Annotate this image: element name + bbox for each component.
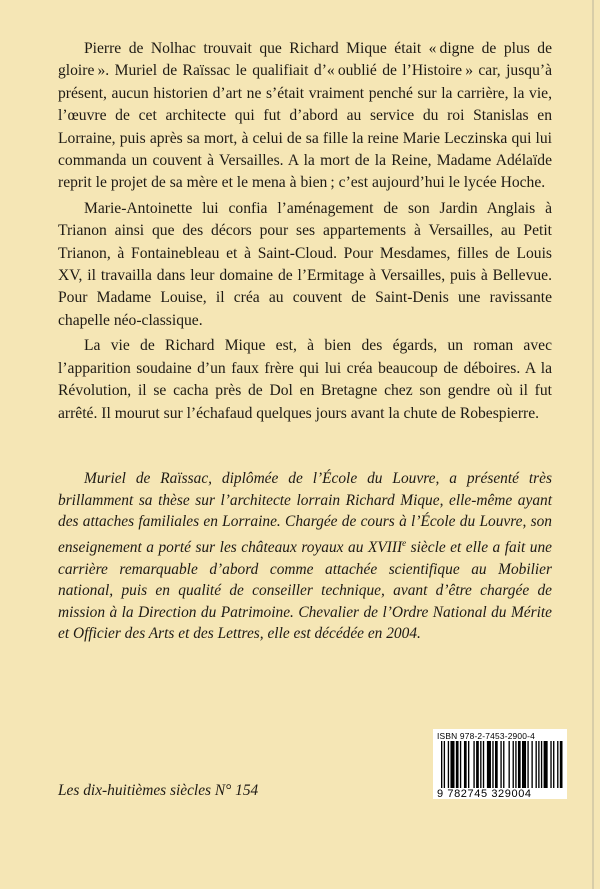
collection-label: Les dix-huitièmes siècles N° 154 <box>58 782 259 799</box>
isbn-label: ISBN 978-2-7453-2900-4 <box>437 731 535 741</box>
summary-paragraph: Marie-Antoinette lui confia l’aménagement de son Jardin Anglais à Trianon ainsi que des décors pour ses appartements à Versailles, au Petit Trianon, à Fontainebleau et à Saint-Cloud. Pour Mesdames, filles de Louis XV, il travailla dans leur domaine de l’Ermitage à Versailles, puis à Bellevue. Pour Madame Louise, il créa au couvent de Saint-Denis une ravissante chapelle néo-classique. <box>58 199 552 329</box>
summary-text <box>58 38 552 428</box>
author-bio-part2: siècle et elle a fait une carrière remarquable d’abord comme attachée scientifique au Mobilier national, puis en qualité de conseiller technique, avant d’être chargée de mission à la Direction du Patrimoine. Chevalier de l’Ordre National du Mérite et Officier des Arts et des Lettres, elle est décédée en 2004. <box>58 538 552 643</box>
summary-paragraph: La vie de Richard Mique est, à bien des égards, un roman avec l’apparition soudaine d’un faux frère qui lui créa beaucoup de déboires. A la Révolution, il se cacha près de Dol en Bretagne chez son gendre où il fut arrêté. Il mourut sur l’échafaud quelques jours avant la chute de Robespierre. <box>58 337 552 422</box>
author-bio <box>58 468 552 645</box>
century-numeral: XVIII <box>367 538 403 556</box>
barcode-block <box>433 729 567 799</box>
barcode-bars <box>437 741 563 788</box>
author-bio-part1: Muriel de Raïssac, diplômée de l’École du Louvre, a présenté très brillamment sa thèse sur l’architecte lorrain Richard Mique, elle-même ayant des attaches familiales en Lorraine. Chargée de cours à l’École du Louvre, son enseignement a porté sur les châteaux royaux au <box>58 470 552 556</box>
century-suffix: e <box>402 537 407 548</box>
ean-digits: 9 782745 329004 <box>437 788 532 800</box>
summary-paragraph: Pierre de Nolhac trouvait que Richard Mique était « digne de plus de gloire ». Muriel de Raïssac le qualifiait d’« oublié de l’Histoire » car, jusqu’à présent, aucun historien d’art ne s’était vraiment penché sur la carrière, la vie, l’œuvre de cet architecte qui fut d’abord au service du roi Stanislas en Lorraine, puis après sa mort, à celui de sa fille la reine Marie Leczinska qui lui commanda un couvent à Versailles. A la mort de la Reine, Madame Adélaïde reprit le projet de sa mère et le mena à bien ; c’est aujourd’hui le lycée Hoche. <box>58 40 552 192</box>
